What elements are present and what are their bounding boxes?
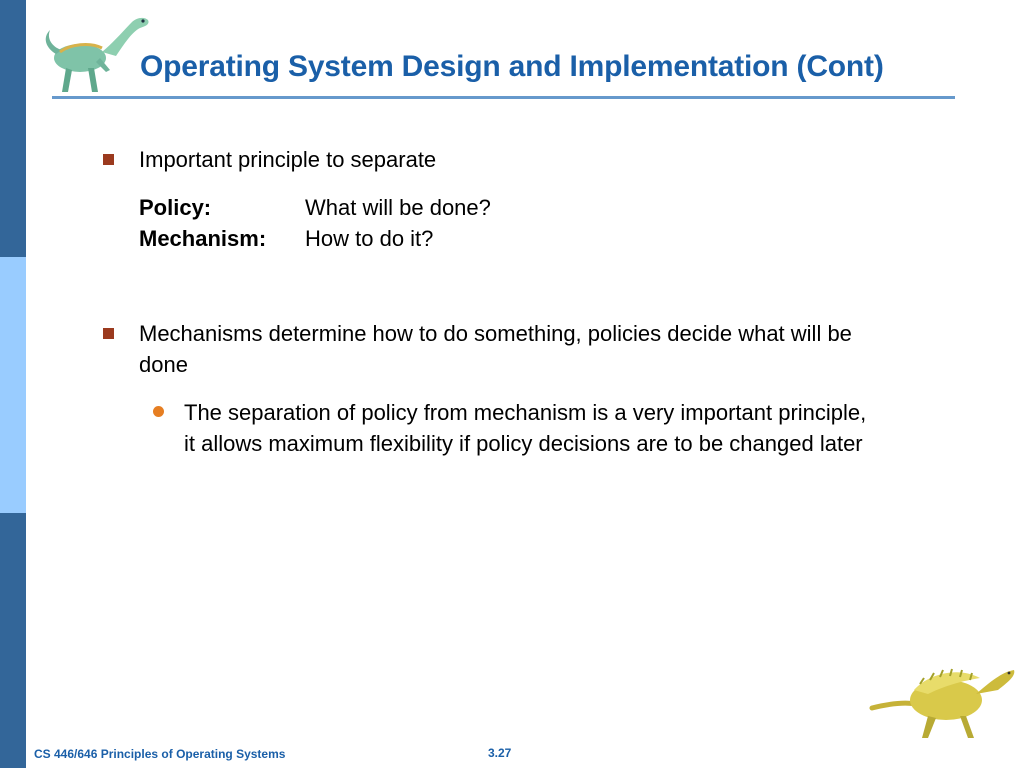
sub-bullet-text-continuation: it allows maximum flexibility if policy decisions are to be changed later <box>184 431 863 456</box>
title-divider <box>52 96 955 99</box>
side-stripe-bottom <box>0 513 26 768</box>
side-stripe-middle <box>0 257 26 513</box>
mechanism-label: Mechanism: <box>139 226 267 251</box>
bullet-text: Mechanisms determine how to do something, policies decide what will be <box>139 321 852 346</box>
square-bullet-icon <box>103 328 114 339</box>
policy-value: What will be done? <box>305 195 491 220</box>
mechanism-value: How to do it? <box>305 226 434 251</box>
policy-label: Policy: <box>139 195 212 220</box>
sub-bullet-text: The separation of policy from mechanism is a very important principle, <box>184 400 867 425</box>
footer-page-number: 3.27 <box>488 746 512 760</box>
slide-title: Operating System Design and Implementation (Cont) <box>140 50 884 83</box>
square-bullet-icon <box>103 154 114 165</box>
round-bullet-icon <box>153 406 164 417</box>
footer-course-name: CS 446/646 Principles of Operating Systems <box>34 747 286 761</box>
bullet-text: Important principle to separate <box>139 147 437 172</box>
side-stripe-top <box>0 0 26 257</box>
dinosaur-icon <box>868 660 1018 742</box>
bullet-text-continuation: done <box>139 352 188 377</box>
